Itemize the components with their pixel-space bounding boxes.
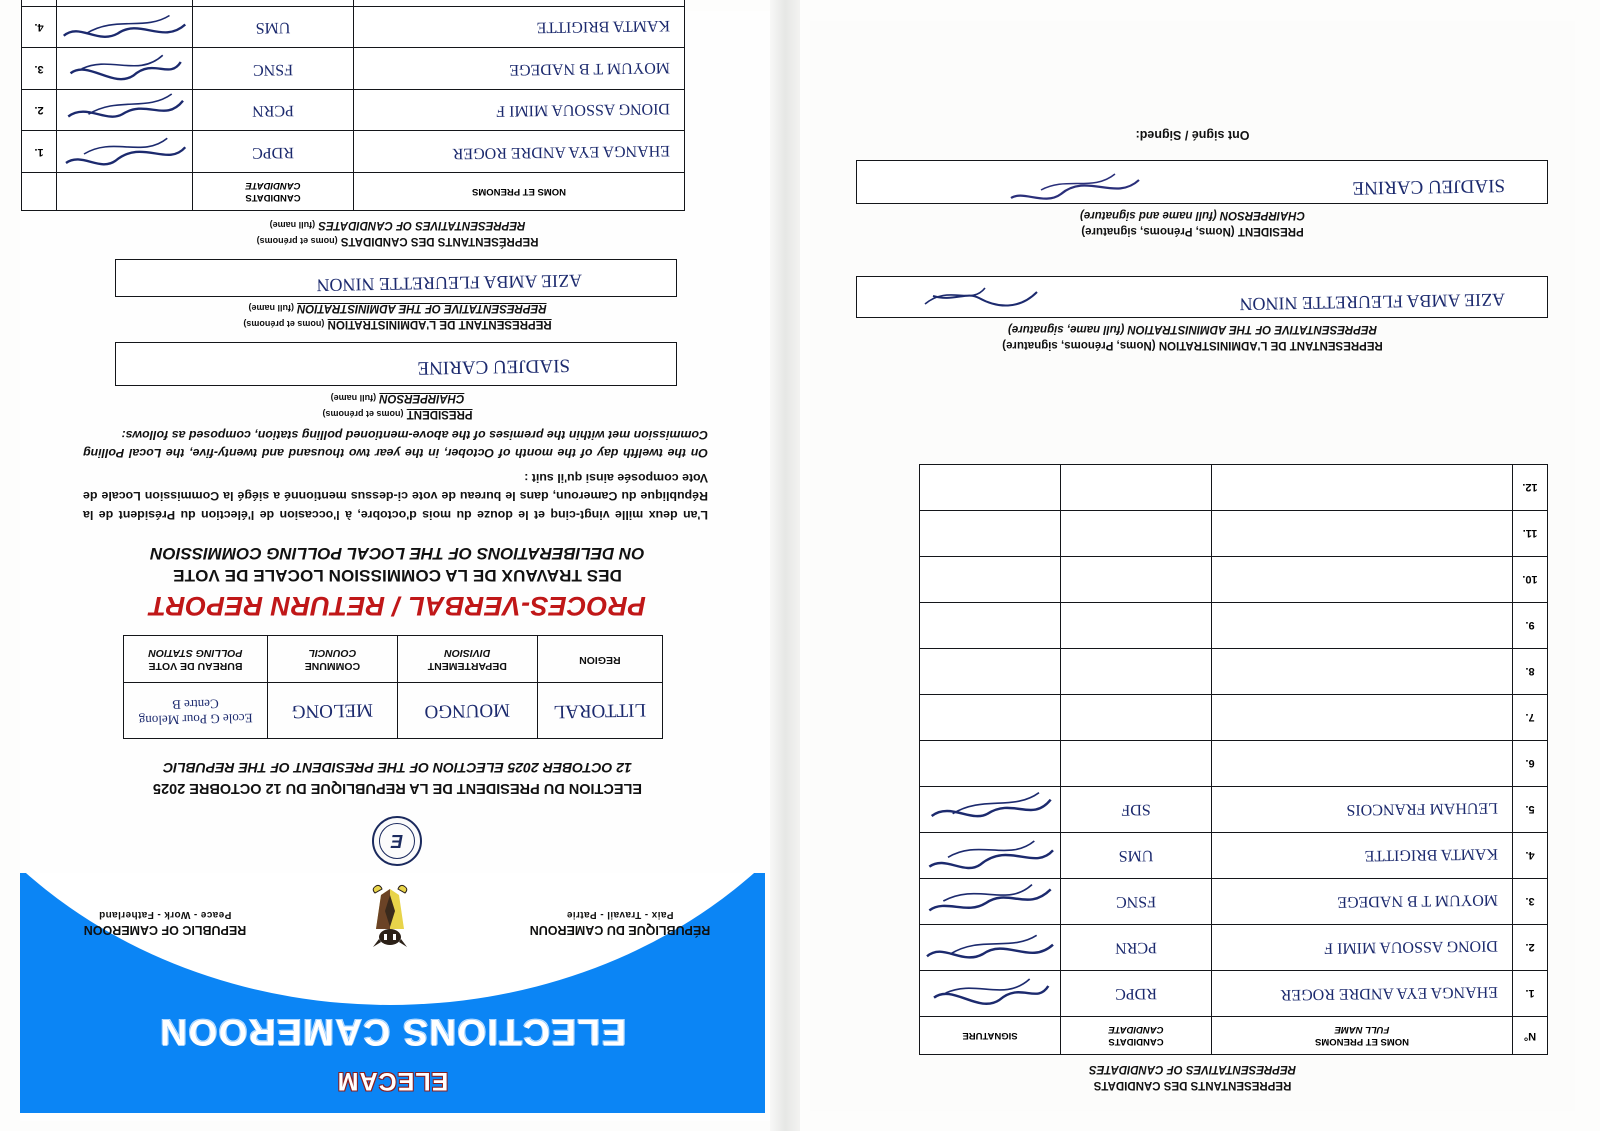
country-block-fr xyxy=(490,908,750,938)
country-motto-fr: Paix - Travail - Patrie xyxy=(566,909,674,921)
reps2-header-party-fr: CANDIDATS xyxy=(1108,1036,1164,1048)
rep-name-cell: MOYUM T B NADEGE xyxy=(354,48,685,90)
admin-rep-hint-fr: (noms et prénoms) xyxy=(243,319,325,329)
identity-header-division xyxy=(397,636,537,683)
rep-signature-cell[interactable] xyxy=(920,465,1061,511)
chairperson-hint-fr: (noms et prénoms) xyxy=(322,409,404,419)
identity-value-region: LITTORAL xyxy=(537,683,662,739)
rep-signature-cell[interactable] xyxy=(920,971,1061,1017)
page2-admin-signature-mark xyxy=(915,280,1045,316)
rep-party-cell xyxy=(1061,695,1212,741)
rep-number-cell: 8. xyxy=(1513,649,1548,695)
page2-reps-label-fr-block xyxy=(810,1077,1575,1093)
rep-signature-cell[interactable] xyxy=(920,511,1061,557)
report-subtitle-en: ON DELIBERATIONS OF THE LOCAL POLLING COMMISSION xyxy=(150,544,645,563)
rep-name-cell: EHANGA EYA ANDRE ROGER xyxy=(354,131,685,173)
rep-number-cell: 5. xyxy=(1513,787,1548,833)
chairperson-name: SIADJEU CARINE xyxy=(417,354,571,379)
identity-header-region-fr: REGION xyxy=(579,653,621,666)
rep-signature-cell[interactable] xyxy=(57,48,193,90)
candidate-reps-body-page2 xyxy=(920,465,1548,1017)
table-row xyxy=(22,48,685,90)
rep-name-cell xyxy=(354,0,685,7)
candidate-reps-label-fr: REPRÉSENTANTS DES CANDIDATS xyxy=(340,235,539,247)
page-fold-shadow xyxy=(770,0,800,1131)
identity-header-council xyxy=(267,636,397,683)
rep-number-cell: 3. xyxy=(22,48,57,90)
country-motto-en: Peace - Work - Fatherland xyxy=(98,909,232,921)
rep-party-cell xyxy=(1061,603,1212,649)
chairperson-label-en: CHAIRPERSON xyxy=(379,392,465,404)
admin-rep-name: AZIE AMBA FLEURETTE NINON xyxy=(316,270,583,296)
rep-signature-cell[interactable] xyxy=(920,557,1061,603)
rep-name-cell xyxy=(1212,649,1513,695)
rep-signature-cell[interactable] xyxy=(920,649,1061,695)
reps1-header-party-en: CANDIDATE xyxy=(245,180,301,192)
country-name-en: REPUBLIC OF CAMEROON xyxy=(83,923,247,937)
table-row xyxy=(920,833,1548,879)
reps1-header-party-fr: CANDIDATS xyxy=(245,192,301,204)
rep-signature-cell[interactable] xyxy=(920,603,1061,649)
admin-rep-hint-en: (full name) xyxy=(248,303,294,313)
rep-number-cell: 1. xyxy=(1513,971,1548,1017)
page2-reps-header-row xyxy=(920,1017,1548,1055)
rep-number-cell: 11. xyxy=(1513,511,1548,557)
rep-number-cell: 7. xyxy=(1513,695,1548,741)
rep-name-cell: DIONG ASSOUA MIMI F xyxy=(1212,925,1513,971)
rep-name-cell xyxy=(1212,465,1513,511)
candidate-reps-body-page1 xyxy=(22,0,685,173)
page2-admin-name: AZIE AMBA FLEURETTE NINON xyxy=(1239,289,1506,315)
candidate-reps-hint-en: (full name) xyxy=(269,220,316,230)
rep-party-cell xyxy=(193,0,354,7)
elecam-banner xyxy=(20,873,765,1113)
report-body xyxy=(83,425,708,524)
rep-party-cell: FSNC xyxy=(193,48,354,90)
reps2-header-party xyxy=(1061,1017,1212,1055)
rep-number-cell: 9. xyxy=(1513,603,1548,649)
rep-name-cell: EHANGA EYA ANDRE ROGER xyxy=(1212,971,1513,1017)
admin-rep-label-block-fr xyxy=(25,315,770,331)
election-title-en: 12 OCTOBER 2025 ELECTION OF THE PRESIDENT OF THE REPUBLIC xyxy=(163,760,632,776)
page2-chair-label-fr-block xyxy=(810,223,1575,239)
rep-name-cell: LEUHAM FRANCOIS xyxy=(1212,787,1513,833)
org-short-name: ELECAM xyxy=(336,1067,449,1095)
reps2-header-party-en: CANDIDATE xyxy=(1108,1024,1164,1036)
country-name-fr: RÉPUBLIQUE DU CAMEROUN xyxy=(529,923,711,937)
page2-reps-label-en: REPRESENTATIVES OF CANDIDATES xyxy=(1088,1063,1297,1075)
rep-party-cell xyxy=(1061,557,1212,603)
candidate-reps-table-page1 xyxy=(21,0,685,211)
candidate-reps-table-page2 xyxy=(919,464,1548,1055)
table-row xyxy=(920,925,1548,971)
identity-values-row xyxy=(124,683,663,739)
rep-signature-cell[interactable] xyxy=(920,787,1061,833)
rep-party-cell: PCRN xyxy=(193,90,354,132)
rep-party-cell: PCRN xyxy=(1061,925,1212,971)
page2-chair-label-fr: PRESIDENT (Noms, Prénoms, signature) xyxy=(1081,225,1304,237)
table-row xyxy=(920,557,1548,603)
rep-name-cell: DIONG ASSOUA MIMI F xyxy=(354,90,685,132)
table-row xyxy=(920,971,1548,1017)
table-row xyxy=(920,465,1548,511)
candidate-reps-header-row xyxy=(22,173,685,211)
identity-header-polling-station-fr: BUREAU DE VOTE xyxy=(148,660,243,673)
rep-name-cell xyxy=(1212,557,1513,603)
table-row xyxy=(22,131,685,173)
polling-station-identity-table xyxy=(123,635,663,739)
reps2-header-signature-label: SIGNATURE xyxy=(962,1030,1018,1042)
report-subtitle-fr: DES TRAVAUX DE LA COMMISSION LOCALE DE VOTE xyxy=(173,566,622,585)
rep-party-cell xyxy=(1061,649,1212,695)
table-row xyxy=(22,0,685,7)
rep-name-cell: KAMTA BRIGITTE xyxy=(1212,833,1513,879)
page2-admin-label-fr-block xyxy=(810,337,1575,353)
rep-party-cell: RDPC xyxy=(1061,971,1212,1017)
chairperson-name-box[interactable] xyxy=(115,342,677,386)
rep-number-cell: 10. xyxy=(1513,557,1548,603)
identity-header-polling-station xyxy=(124,636,268,683)
rep-number-cell: 12. xyxy=(1513,465,1548,511)
candidate-reps-header xyxy=(22,173,685,211)
coat-of-arms-icon xyxy=(367,883,413,951)
chairperson-label-block xyxy=(25,405,770,421)
country-block-en xyxy=(35,908,295,938)
rep-signature-cell[interactable] xyxy=(920,925,1061,971)
rep-number-cell: 2. xyxy=(1513,925,1548,971)
reps2-header-num xyxy=(1513,1017,1548,1055)
rep-number-cell: 3. xyxy=(1513,879,1548,925)
rep-party-cell xyxy=(1061,511,1212,557)
report-title: PROCES-VERBAL / RETURN REPORT xyxy=(149,591,646,621)
rep-name-cell xyxy=(1212,741,1513,787)
reps2-header-name-en: FULL NAME xyxy=(1334,1024,1390,1036)
seal-glyph: E xyxy=(391,831,404,852)
page2-chair-signature-mark xyxy=(1005,166,1145,206)
admin-rep-label-block-en xyxy=(25,299,770,315)
identity-header-region xyxy=(537,636,662,683)
table-row xyxy=(22,7,685,49)
candidate-reps-label-fr-block xyxy=(25,233,770,249)
rep-signature-cell[interactable] xyxy=(57,90,193,132)
chairperson-hint-en: (full name) xyxy=(330,393,377,403)
page2-chair-label-en: CHAIRPERSON (full name and signature) xyxy=(1080,209,1305,221)
identity-value-division: MOUNGO xyxy=(397,683,537,739)
identity-headers-row xyxy=(124,636,663,683)
rep-signature-cell[interactable] xyxy=(57,131,193,173)
official-seal-stamp xyxy=(372,816,422,866)
page2-chair-name: SIADJEU CARINE xyxy=(1352,174,1506,199)
admin-rep-label-fr: REPRESENTANT DE L'ADMINISTRATION xyxy=(327,318,552,330)
table-row xyxy=(920,649,1548,695)
rep-number-cell: 4. xyxy=(22,7,57,49)
admin-rep-label-en: REPRESENTATIVE OF THE ADMINISTRATION xyxy=(297,302,547,314)
table-row xyxy=(920,741,1548,787)
page2-signed-label: Ont signé / Signed: xyxy=(1135,128,1250,142)
rep-number-cell: 1. xyxy=(22,131,57,173)
page2-admin-label-en-block xyxy=(810,321,1575,337)
table-row xyxy=(920,879,1548,925)
page2-reps-label-fr: REPRESENTANTS DES CANDIDATS xyxy=(1093,1079,1292,1091)
document-page-1 xyxy=(20,11,770,1121)
page2-admin-label-en: REPRESENTATIVE OF THE ADMINISTRATION (full name, signature) xyxy=(1008,323,1377,335)
identity-header-council-fr: COMMUNE xyxy=(304,660,361,673)
rep-name-cell: MOYUM T B NADEGE xyxy=(1212,879,1513,925)
identity-header-division-en: DIVISION xyxy=(444,647,491,659)
rep-party-cell: SDF xyxy=(1061,787,1212,833)
rep-party-cell xyxy=(1061,741,1212,787)
chairperson-label-fr: PRESIDENT xyxy=(406,408,473,420)
reps2-header-signature xyxy=(920,1017,1061,1055)
identity-header-polling-station-en: POLLING STATION xyxy=(148,647,243,659)
rep-party-cell: UMS xyxy=(193,7,354,49)
rep-party-cell: UMS xyxy=(1061,833,1212,879)
rep-party-cell xyxy=(1061,465,1212,511)
rep-name-cell xyxy=(1212,695,1513,741)
rep-signature-cell[interactable] xyxy=(57,7,193,49)
report-body-fr: L'an deux mille vingt-cinq et le douze du mois d'octobre, à l'occasion de l'élection du Président de la République du Cameroun, dans le bureau de vote ci-dessus mentionné a siégé la Commission Locale de Vote composée ainsi qu'il suit : xyxy=(83,470,708,522)
reps1-header-num xyxy=(22,173,57,211)
candidate-reps-label-en: REPRESENTATIVES OF CANDIDATES xyxy=(318,219,526,231)
reps2-header-name-fr: NOMS ET PRENOMS xyxy=(1315,1036,1409,1048)
rep-name-cell: KAMTA BRIGITTE xyxy=(354,7,685,49)
rep-signature-cell[interactable] xyxy=(920,741,1061,787)
rep-number-cell xyxy=(22,0,57,7)
rep-party-cell: FSNC xyxy=(1061,879,1212,925)
table-row xyxy=(920,787,1548,833)
rep-signature-cell[interactable] xyxy=(920,879,1061,925)
page2-reps-header xyxy=(920,1017,1548,1055)
table-row xyxy=(920,511,1548,557)
rep-name-cell xyxy=(1212,511,1513,557)
election-title-fr: ELECTION DU PRESIDENT DE LA REPUBLIQUE DU 12 OCTOBRE 2025 xyxy=(152,780,643,796)
table-row xyxy=(22,90,685,132)
org-title: ELECTIONS CAMEROON xyxy=(158,1012,627,1053)
candidate-reps-hint-fr: (noms et prénoms) xyxy=(256,236,338,246)
reps1-header-name-fr: NOMS ET PRENOMS xyxy=(472,186,566,198)
rep-party-cell: RDPC xyxy=(193,131,354,173)
identity-value-polling-station: Ecole G Pour Melong Centre B xyxy=(124,683,268,739)
candidate-reps-label-en-block xyxy=(25,217,770,233)
reps2-header-name xyxy=(1212,1017,1513,1055)
rep-signature-cell[interactable] xyxy=(920,833,1061,879)
table-row xyxy=(920,603,1548,649)
reps1-header-name xyxy=(354,173,685,211)
rep-number-cell: 4. xyxy=(1513,833,1548,879)
identity-value-council: MELONG xyxy=(267,683,397,739)
page2-admin-label-fr: REPRESENTANT DE L'ADMINISTRATION (Noms, Prénoms, signature) xyxy=(1002,339,1383,351)
rep-number-cell: 2. xyxy=(22,90,57,132)
rep-signature-cell[interactable] xyxy=(57,0,193,7)
chairperson-label-block-en xyxy=(25,389,770,405)
report-body-en: On the twelfth day of the month of October, in the year two thousand and twenty-five, the Local Polling Commission met within the premises of the above-mentioned polling station, composed as follows: xyxy=(83,427,708,461)
document-page-2 xyxy=(810,21,1575,1111)
page2-reps-label-en-block xyxy=(810,1061,1575,1077)
identity-header-council-en: COUNCIL xyxy=(308,647,357,659)
reps2-header-num-label: N° xyxy=(1523,1030,1537,1043)
rep-name-cell xyxy=(1212,603,1513,649)
table-row xyxy=(920,695,1548,741)
page2-chair-label-en-block xyxy=(810,207,1575,223)
identity-header-division-fr: DEPARTEMENT xyxy=(427,660,507,673)
rep-signature-cell[interactable] xyxy=(920,695,1061,741)
rep-number-cell: 6. xyxy=(1513,741,1548,787)
reps1-header-signature xyxy=(57,173,193,211)
reps1-header-party xyxy=(193,173,354,211)
